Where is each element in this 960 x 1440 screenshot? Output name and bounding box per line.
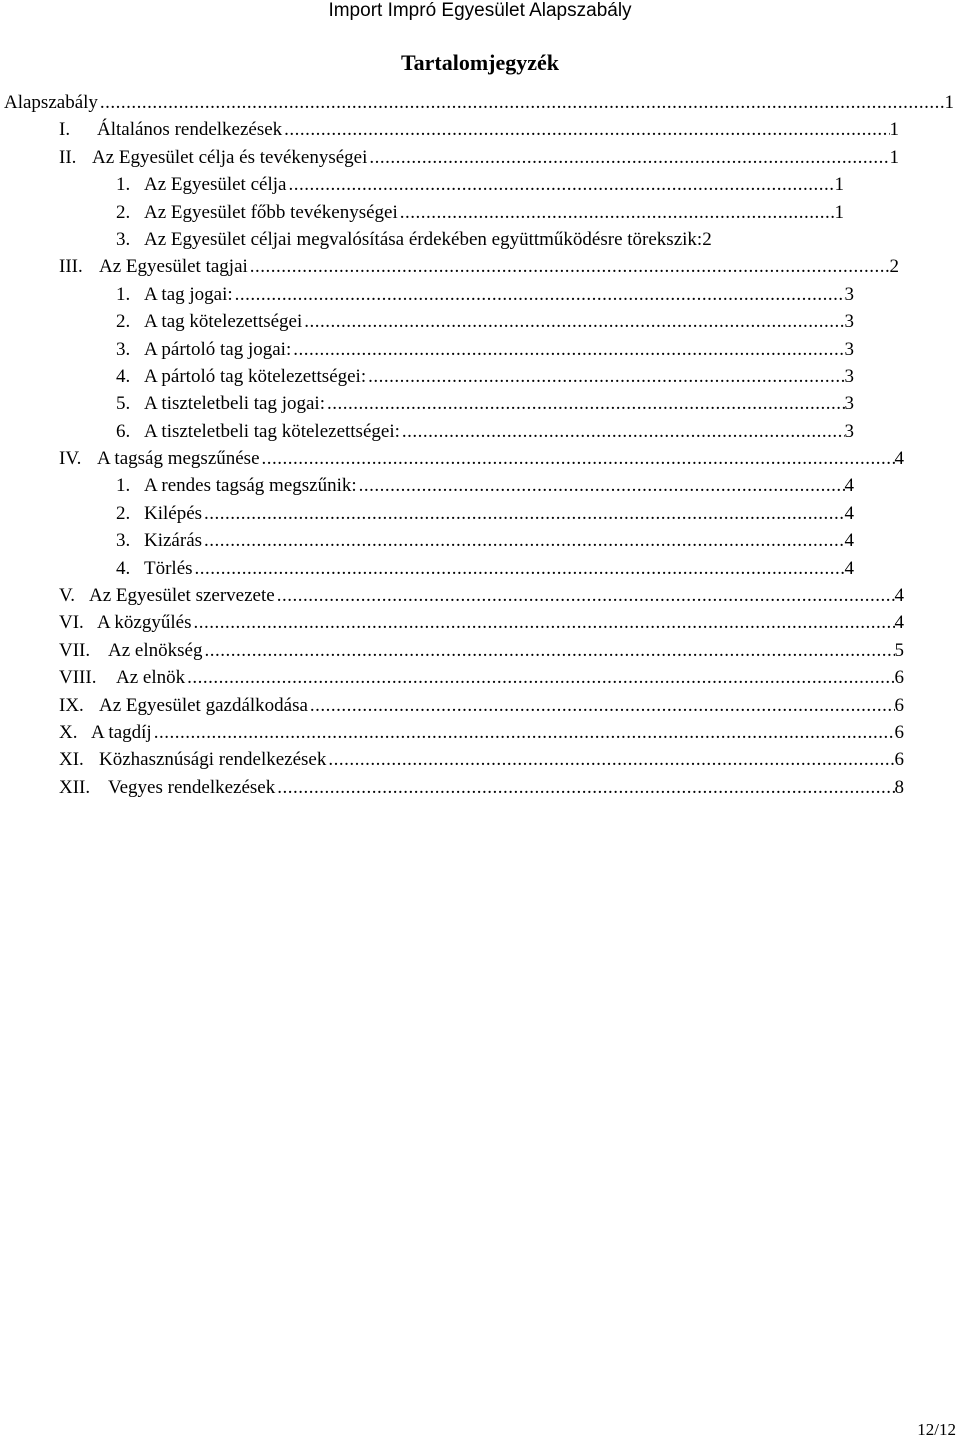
- toc-entry[interactable]: [0, 445, 960, 472]
- toc-entry[interactable]: [0, 582, 960, 609]
- toc-entry-number: 4.: [116, 365, 131, 387]
- toc-entry-text: Az Egyesület szervezete: [89, 585, 275, 607]
- running-header: Import Impró Egyesület Alapszabály: [328, 0, 632, 21]
- dot-leader: [185, 664, 894, 691]
- toc-entry-number: 5.: [116, 393, 131, 415]
- dot-leader: [326, 746, 894, 773]
- dot-leader: [275, 774, 894, 801]
- dot-leader: [291, 336, 844, 363]
- toc-entry-text: Közhasznúsági rendelkezések: [99, 749, 327, 771]
- toc-entry-text: A tiszteletbeli tag jogai:: [144, 393, 325, 415]
- toc-entry-page: 6: [894, 694, 904, 716]
- toc-entry-text: Az Egyesület gazdálkodása: [99, 694, 308, 716]
- toc-entry-text: Vegyes rendelkezések: [108, 776, 276, 798]
- toc-entry-text: A rendes tagság megszűnik:: [144, 475, 357, 497]
- dot-leader: [202, 500, 844, 527]
- toc-entry-page: 6: [894, 721, 904, 743]
- toc-entry-page: 1: [834, 174, 844, 196]
- toc-entry-number: III.: [59, 256, 83, 278]
- toc-entry-number: 6.: [116, 420, 131, 442]
- dot-leader: [400, 418, 845, 445]
- toc-entry-text: A tagság megszűnése: [97, 448, 260, 470]
- toc-entry[interactable]: [0, 89, 960, 116]
- toc-entry-text: Alapszabály: [4, 92, 98, 113]
- toc-entry-page: 1: [944, 92, 954, 113]
- toc-entry[interactable]: [0, 472, 960, 499]
- toc-entry[interactable]: [0, 390, 960, 417]
- toc-entry-text: A tagdíj: [91, 721, 152, 743]
- dot-leader: [308, 692, 895, 719]
- dot-leader: [202, 527, 844, 554]
- dot-leader: [357, 472, 845, 499]
- toc-entry-number: X.: [59, 721, 78, 743]
- toc-entry-page: 4: [844, 502, 854, 524]
- table-of-contents: [0, 89, 960, 801]
- toc-entry-page: 1: [889, 146, 899, 168]
- toc-entry[interactable]: [0, 171, 960, 198]
- toc-entry-page: 4: [894, 612, 904, 634]
- toc-entry[interactable]: [0, 719, 960, 746]
- toc-entry-number: XII.: [59, 776, 91, 798]
- toc-entry-text: A közgyűlés: [97, 612, 192, 634]
- dot-leader: [367, 144, 889, 171]
- toc-entry[interactable]: [0, 116, 960, 143]
- toc-entry[interactable]: [0, 692, 960, 719]
- toc-entry-number: VI.: [59, 612, 84, 634]
- dot-leader: [275, 582, 895, 609]
- toc-entry-number: IV.: [59, 448, 82, 470]
- toc-entry-page: 4: [894, 448, 904, 470]
- toc-entry-number: 2.: [116, 311, 131, 333]
- toc-entry-number: 4.: [116, 557, 131, 579]
- toc-entry-page: 4: [844, 475, 854, 497]
- toc-entry-text: Kilépés: [144, 502, 203, 524]
- toc-entry-page: 6: [894, 667, 904, 689]
- toc-entry[interactable]: [0, 774, 960, 801]
- dot-leader: [260, 445, 895, 472]
- toc-entry[interactable]: [0, 418, 960, 445]
- toc-entry[interactable]: [0, 555, 960, 582]
- toc-entry[interactable]: [0, 226, 960, 253]
- toc-entry-number: 1.: [116, 283, 131, 305]
- toc-entry[interactable]: [0, 527, 960, 554]
- toc-entry-page: 2: [702, 228, 712, 250]
- toc-entry-text: Az Egyesület főbb tevékenységei: [144, 201, 398, 223]
- toc-entry-text: A tiszteletbeli tag kötelezettségei:: [144, 420, 400, 442]
- dot-leader: [248, 253, 890, 280]
- dot-leader: [398, 199, 835, 226]
- toc-entry-page: 3: [844, 365, 854, 387]
- toc-entry-page: 3: [844, 393, 854, 415]
- dot-leader: [302, 308, 844, 335]
- toc-entry-text: A tag jogai:: [144, 283, 233, 305]
- toc-entry-text: A pártoló tag kötelezettségei:: [144, 365, 367, 387]
- toc-entry[interactable]: [0, 253, 960, 280]
- toc-entry-page: 3: [844, 338, 854, 360]
- toc-entry-number: XI.: [59, 749, 84, 771]
- toc-entry[interactable]: [0, 500, 960, 527]
- toc-entry[interactable]: [0, 363, 960, 390]
- toc-entry-number: 1.: [116, 475, 131, 497]
- toc-entry[interactable]: [0, 609, 960, 636]
- dot-leader: [366, 363, 844, 390]
- toc-entry-text: Az elnök: [116, 667, 186, 689]
- toc-entry-page: 6: [894, 749, 904, 771]
- toc-entry-number: 1.: [116, 174, 131, 196]
- toc-entry-page: 1: [834, 201, 844, 223]
- toc-entry-page: 4: [844, 530, 854, 552]
- toc-entry-number: I.: [59, 119, 71, 141]
- toc-entry-page: 1: [889, 119, 899, 141]
- toc-entry-number: VII.: [59, 639, 91, 661]
- toc-entry[interactable]: [0, 281, 960, 308]
- toc-entry[interactable]: [0, 199, 960, 226]
- dot-leader: [286, 171, 834, 198]
- toc-entry-text: Az Egyesület tagjai: [99, 256, 248, 278]
- toc-entry-number: 3.: [116, 530, 131, 552]
- toc-entry-text: Törlés: [144, 557, 193, 579]
- dot-leader: [193, 555, 845, 582]
- toc-entry-number: IX.: [59, 694, 84, 716]
- toc-entry-number: 3.: [116, 338, 131, 360]
- toc-entry-page: 8: [894, 776, 904, 798]
- toc-entry-page: 4: [844, 557, 854, 579]
- toc-entry[interactable]: [0, 308, 960, 335]
- page-number: 12/12: [917, 1420, 956, 1439]
- toc-entry-number: 3.: [116, 228, 131, 250]
- toc-entry-text: Kizárás: [144, 530, 203, 552]
- toc-entry-number: 2.: [116, 201, 131, 223]
- toc-entry-text: Az elnökség: [108, 639, 203, 661]
- toc-entry[interactable]: [0, 144, 960, 171]
- toc-entry-number: V.: [59, 585, 76, 607]
- dot-leader: [202, 637, 894, 664]
- toc-entry-text: Az Egyesület célja: [144, 174, 287, 196]
- dot-leader: [98, 89, 945, 116]
- toc-entry-page: 2: [889, 256, 899, 278]
- toc-entry-number: 2.: [116, 502, 131, 524]
- dot-leader: [152, 719, 895, 746]
- toc-entry-page: 3: [844, 420, 854, 442]
- toc-entry-number: VIII.: [59, 667, 97, 689]
- toc-entry[interactable]: [0, 664, 960, 691]
- toc-entry[interactable]: [0, 746, 960, 773]
- toc-title: Tartalomjegyzék: [400, 50, 560, 75]
- toc-entry-text: Az Egyesület céljai megvalósítása érdekében együttműködésre törekszik:: [144, 228, 703, 250]
- dot-leader: [233, 281, 845, 308]
- toc-entry-page: 3: [844, 283, 854, 305]
- toc-entry[interactable]: [0, 637, 960, 664]
- dot-leader: [325, 390, 845, 417]
- toc-entry-number: II.: [59, 146, 77, 168]
- toc-entry-page: 3: [844, 311, 854, 333]
- toc-entry-page: 5: [894, 639, 904, 661]
- toc-entry-text: Általános rendelkezések: [97, 119, 283, 141]
- toc-entry[interactable]: [0, 336, 960, 363]
- toc-entry-text: A pártoló tag jogai:: [144, 338, 292, 360]
- dot-leader: [282, 116, 889, 143]
- toc-entry-text: Az Egyesület célja és tevékenységei: [92, 146, 368, 168]
- dot-leader: [191, 609, 894, 636]
- toc-entry-text: A tag kötelezettségei: [144, 311, 303, 333]
- toc-entry-page: 4: [894, 585, 904, 607]
